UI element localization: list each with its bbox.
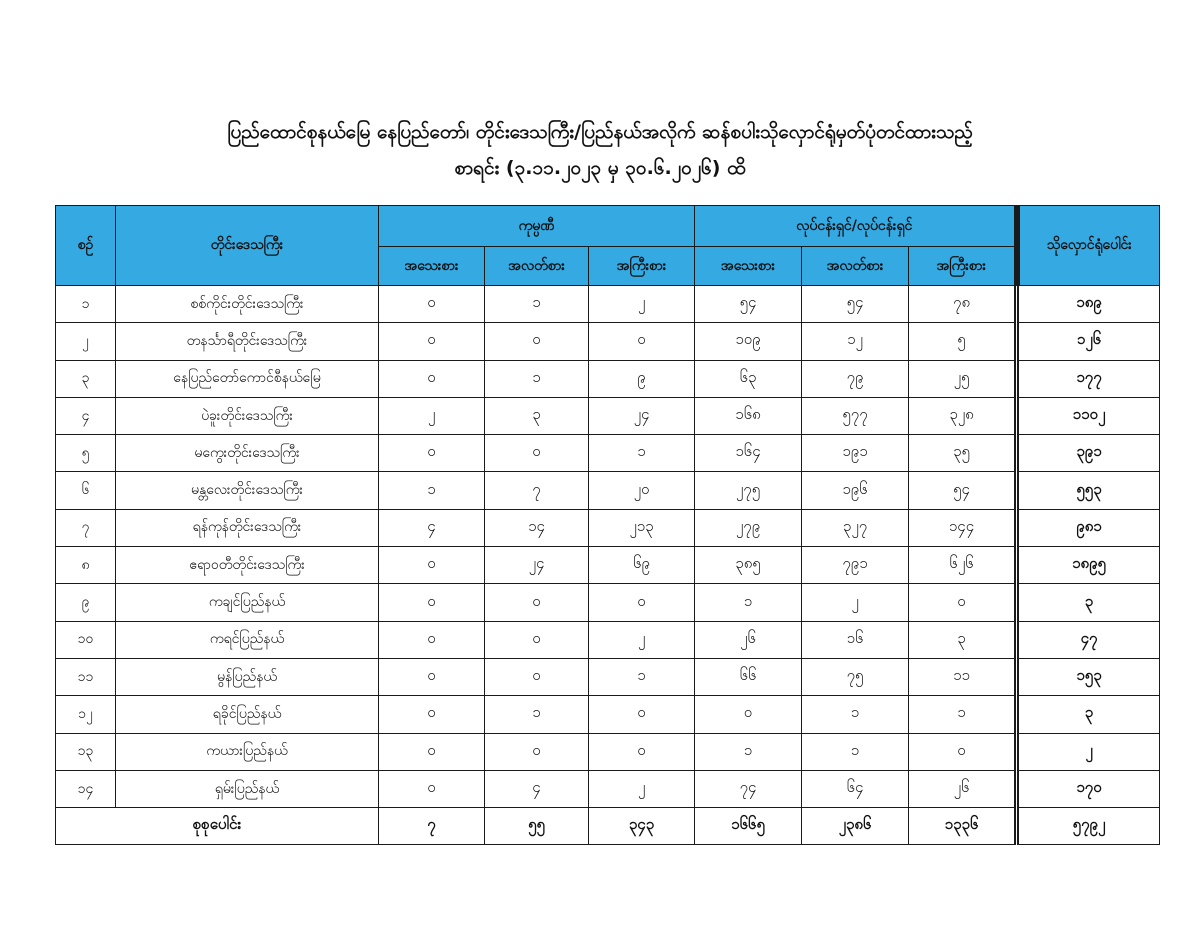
individual-medium-cell: ၅၄ <box>802 286 909 323</box>
row-number: ၁၄ <box>56 770 116 807</box>
company-small-cell: ၀ <box>379 360 485 397</box>
company-small-cell: ၄ <box>379 509 485 546</box>
individual-small-cell: ၂၇၅ <box>695 472 802 509</box>
header-total: သိုလှောင်ရုံပေါင်း <box>1017 206 1160 286</box>
company-large-cell: ၂၁၃ <box>589 509 695 546</box>
table-row <box>56 472 1160 509</box>
row-total-cell: ၂ <box>1017 733 1160 770</box>
individual-medium-cell: ၃၂၇ <box>802 509 909 546</box>
company-medium-cell: ၁ <box>485 286 589 323</box>
individual-small-cell: ၂၆ <box>695 621 802 658</box>
row-number: ၂ <box>56 323 116 360</box>
individual-small-cell: ၁၀၉ <box>695 323 802 360</box>
grand-individual-small: ၁၆၆၅ <box>695 808 802 845</box>
company-medium-cell: ၃ <box>485 397 589 434</box>
region-name: ရှမ်းပြည်နယ် <box>116 770 379 807</box>
table-row <box>56 770 1160 807</box>
individual-medium-cell: ၅၇၇ <box>802 397 909 434</box>
individual-medium-cell: ၇၅ <box>802 658 909 695</box>
region-name: ပဲခူးတိုင်းဒေသကြီး <box>116 397 379 434</box>
header-company-small: အသေးစား <box>379 247 485 286</box>
region-name: ကယားပြည်နယ် <box>116 733 379 770</box>
header-region: တိုင်းဒေသကြီး <box>116 206 379 286</box>
individual-large-cell: ၇၈ <box>909 286 1017 323</box>
individual-large-cell: ၃ <box>909 621 1017 658</box>
company-large-cell: ၂ <box>589 770 695 807</box>
row-number: ၁၂ <box>56 696 116 733</box>
region-name: ဧရာဝတီတိုင်းဒေသကြီး <box>116 547 379 584</box>
row-total-cell: ၁၇၇ <box>1017 360 1160 397</box>
company-medium-cell: ၀ <box>485 435 589 472</box>
company-large-cell: ၂၄ <box>589 397 695 434</box>
header-no: စဉ် <box>56 206 116 286</box>
individual-medium-cell: ၆၄ <box>802 770 909 807</box>
region-name: ရန်ကုန်တိုင်းဒေသကြီး <box>116 509 379 546</box>
row-total-cell: ၃ <box>1017 584 1160 621</box>
company-medium-cell: ၀ <box>485 323 589 360</box>
table-body <box>56 286 1160 845</box>
individual-large-cell: ၃၅ <box>909 435 1017 472</box>
row-number: ၆ <box>56 472 116 509</box>
individual-medium-cell: ၂ <box>802 584 909 621</box>
individual-large-cell: ၁၄၄ <box>909 509 1017 546</box>
company-small-cell: ၂ <box>379 397 485 434</box>
grand-total-row <box>56 808 1160 845</box>
row-total-cell: ၁၈၉၅ <box>1017 547 1160 584</box>
company-medium-cell: ၀ <box>485 621 589 658</box>
grand-company-large: ၃၄၃ <box>589 808 695 845</box>
individual-small-cell: ၁၆၄ <box>695 435 802 472</box>
company-small-cell: ၀ <box>379 621 485 658</box>
company-small-cell: ၀ <box>379 435 485 472</box>
individual-medium-cell: ၁၆ <box>802 621 909 658</box>
row-total-cell: ၅၅၃ <box>1017 472 1160 509</box>
company-small-cell: ၀ <box>379 770 485 807</box>
report-title: ပြည်ထောင်စုနယ်မြေ နေပြည်တော်၊ တိုင်းဒေသကြီး/ပြည်နယ်အလိုက် ဆန်စပါးသိုလှောင်ရုံမှတ်ပုံတင်ထားသည့် <box>227 121 973 143</box>
company-large-cell: ၀ <box>589 733 695 770</box>
grand-individual-large: ၁၃၃၆ <box>909 808 1017 845</box>
individual-large-cell: ၂၆ <box>909 770 1017 807</box>
table-row <box>56 323 1160 360</box>
header-company-medium: အလတ်စား <box>485 247 589 286</box>
company-small-cell: ၀ <box>379 286 485 323</box>
individual-medium-cell: ၁၉၁ <box>802 435 909 472</box>
region-name: မွန်ပြည်နယ် <box>116 658 379 695</box>
table-row <box>56 509 1160 546</box>
row-total-cell: ၃၉၁ <box>1017 435 1160 472</box>
company-medium-cell: ၁၄ <box>485 509 589 546</box>
company-medium-cell: ၀ <box>485 658 589 695</box>
individual-large-cell: ၃၂၈ <box>909 397 1017 434</box>
individual-small-cell: ၆၃ <box>695 360 802 397</box>
row-total-cell: ၁၂၆ <box>1017 323 1160 360</box>
company-small-cell: ၀ <box>379 658 485 695</box>
table-row <box>56 696 1160 733</box>
row-total-cell: ၉၈၁ <box>1017 509 1160 546</box>
company-large-cell: ၆၉ <box>589 547 695 584</box>
table-row <box>56 658 1160 695</box>
company-small-cell: ၀ <box>379 323 485 360</box>
individual-large-cell: ၀ <box>909 584 1017 621</box>
company-large-cell: ၂ <box>589 621 695 658</box>
company-medium-cell: ၄ <box>485 770 589 807</box>
individual-small-cell: ၅၄ <box>695 286 802 323</box>
row-number: ၇ <box>56 509 116 546</box>
header-company-group: ကုမ္ပဏီ <box>379 206 695 247</box>
region-name: ရခိုင်ပြည်နယ် <box>116 696 379 733</box>
company-medium-cell: ၀ <box>485 733 589 770</box>
row-number: ၁ <box>56 286 116 323</box>
table-row <box>56 733 1160 770</box>
region-name: ကချင်ပြည်နယ် <box>116 584 379 621</box>
row-total-cell: ၁၈၉ <box>1017 286 1160 323</box>
individual-small-cell: ၁၆၈ <box>695 397 802 434</box>
warehouse-registration-table <box>55 205 1160 845</box>
row-number: ၉ <box>56 584 116 621</box>
individual-small-cell: ၁ <box>695 584 802 621</box>
table-row <box>56 547 1160 584</box>
grand-total-label: စုစုပေါင်း <box>56 808 379 845</box>
report-subtitle: စာရင်း (၃.၁၁.၂၀၂၃ မှ ၃၀.၆.၂၀၂၆) ထိ <box>454 157 746 179</box>
table-row <box>56 286 1160 323</box>
region-name: နေပြည်တော်ကောင်စီနယ်မြေ <box>116 360 379 397</box>
individual-small-cell: ၂၇၉ <box>695 509 802 546</box>
individual-small-cell: ၇၄ <box>695 770 802 807</box>
individual-large-cell: ၆၂၆ <box>909 547 1017 584</box>
individual-large-cell: ၅ <box>909 323 1017 360</box>
grand-total-value: ၅၇၉၂ <box>1017 808 1160 845</box>
individual-medium-cell: ၁ <box>802 733 909 770</box>
header-individual-medium: အလတ်စား <box>802 247 909 286</box>
individual-small-cell: ၁ <box>695 733 802 770</box>
company-large-cell: ၀ <box>589 584 695 621</box>
row-total-cell: ၁၅၃ <box>1017 658 1160 695</box>
table-row <box>56 584 1160 621</box>
header-individual-small: အသေးစား <box>695 247 802 286</box>
grand-company-medium: ၅၅ <box>485 808 589 845</box>
row-number: ၈ <box>56 547 116 584</box>
company-medium-cell: ၇ <box>485 472 589 509</box>
company-medium-cell: ၀ <box>485 584 589 621</box>
table-row <box>56 397 1160 434</box>
table-row <box>56 435 1160 472</box>
individual-large-cell: ၅၄ <box>909 472 1017 509</box>
row-number: ၄ <box>56 397 116 434</box>
individual-medium-cell: ၁၉၆ <box>802 472 909 509</box>
company-medium-cell: ၁ <box>485 360 589 397</box>
row-number: ၁၀ <box>56 621 116 658</box>
region-name: ကရင်ပြည်နယ် <box>116 621 379 658</box>
company-large-cell: ၂ <box>589 286 695 323</box>
row-total-cell: ၁၇၀ <box>1017 770 1160 807</box>
row-number: ၅ <box>56 435 116 472</box>
individual-small-cell: ၀ <box>695 696 802 733</box>
individual-medium-cell: ၇၉ <box>802 360 909 397</box>
row-total-cell: ၁၁၀၂ <box>1017 397 1160 434</box>
individual-large-cell: ၁၁ <box>909 658 1017 695</box>
company-small-cell: ၀ <box>379 584 485 621</box>
company-large-cell: ၀ <box>589 323 695 360</box>
header-individual-group: လုပ်ငန်းရှင်/လုပ်ငန်းရှင် <box>695 206 1017 247</box>
row-number: ၁၃ <box>56 733 116 770</box>
individual-small-cell: ၃၈၅ <box>695 547 802 584</box>
individual-large-cell: ၀ <box>909 733 1017 770</box>
individual-small-cell: ၆၆ <box>695 658 802 695</box>
company-large-cell: ၂၀ <box>589 472 695 509</box>
company-large-cell: ၁ <box>589 435 695 472</box>
individual-large-cell: ၂၅ <box>909 360 1017 397</box>
header-individual-large: အကြီးစား <box>909 247 1017 286</box>
individual-medium-cell: ၁ <box>802 696 909 733</box>
header-company-large: အကြီးစား <box>589 247 695 286</box>
company-medium-cell: ၂၄ <box>485 547 589 584</box>
row-total-cell: ၃ <box>1017 696 1160 733</box>
region-name: မန္တလေးတိုင်းဒေသကြီး <box>116 472 379 509</box>
company-small-cell: ၀ <box>379 733 485 770</box>
grand-company-small: ၇ <box>379 808 485 845</box>
individual-large-cell: ၁ <box>909 696 1017 733</box>
company-small-cell: ၀ <box>379 547 485 584</box>
company-large-cell: ၉ <box>589 360 695 397</box>
region-name: မကွေးတိုင်းဒေသကြီး <box>116 435 379 472</box>
individual-medium-cell: ၇၉၁ <box>802 547 909 584</box>
region-name: စစ်ကိုင်းတိုင်းဒေသကြီး <box>116 286 379 323</box>
company-large-cell: ၁ <box>589 658 695 695</box>
individual-medium-cell: ၁၂ <box>802 323 909 360</box>
company-small-cell: ၁ <box>379 472 485 509</box>
table-row <box>56 621 1160 658</box>
company-medium-cell: ၁ <box>485 696 589 733</box>
grand-individual-medium: ၂၃၈၆ <box>802 808 909 845</box>
row-total-cell: ၄၇ <box>1017 621 1160 658</box>
region-name: တနင်္သာရီတိုင်းဒေသကြီး <box>116 323 379 360</box>
table-row <box>56 360 1160 397</box>
company-large-cell: ၀ <box>589 696 695 733</box>
row-number: ၁၁ <box>56 658 116 695</box>
row-number: ၃ <box>56 360 116 397</box>
company-small-cell: ၀ <box>379 696 485 733</box>
